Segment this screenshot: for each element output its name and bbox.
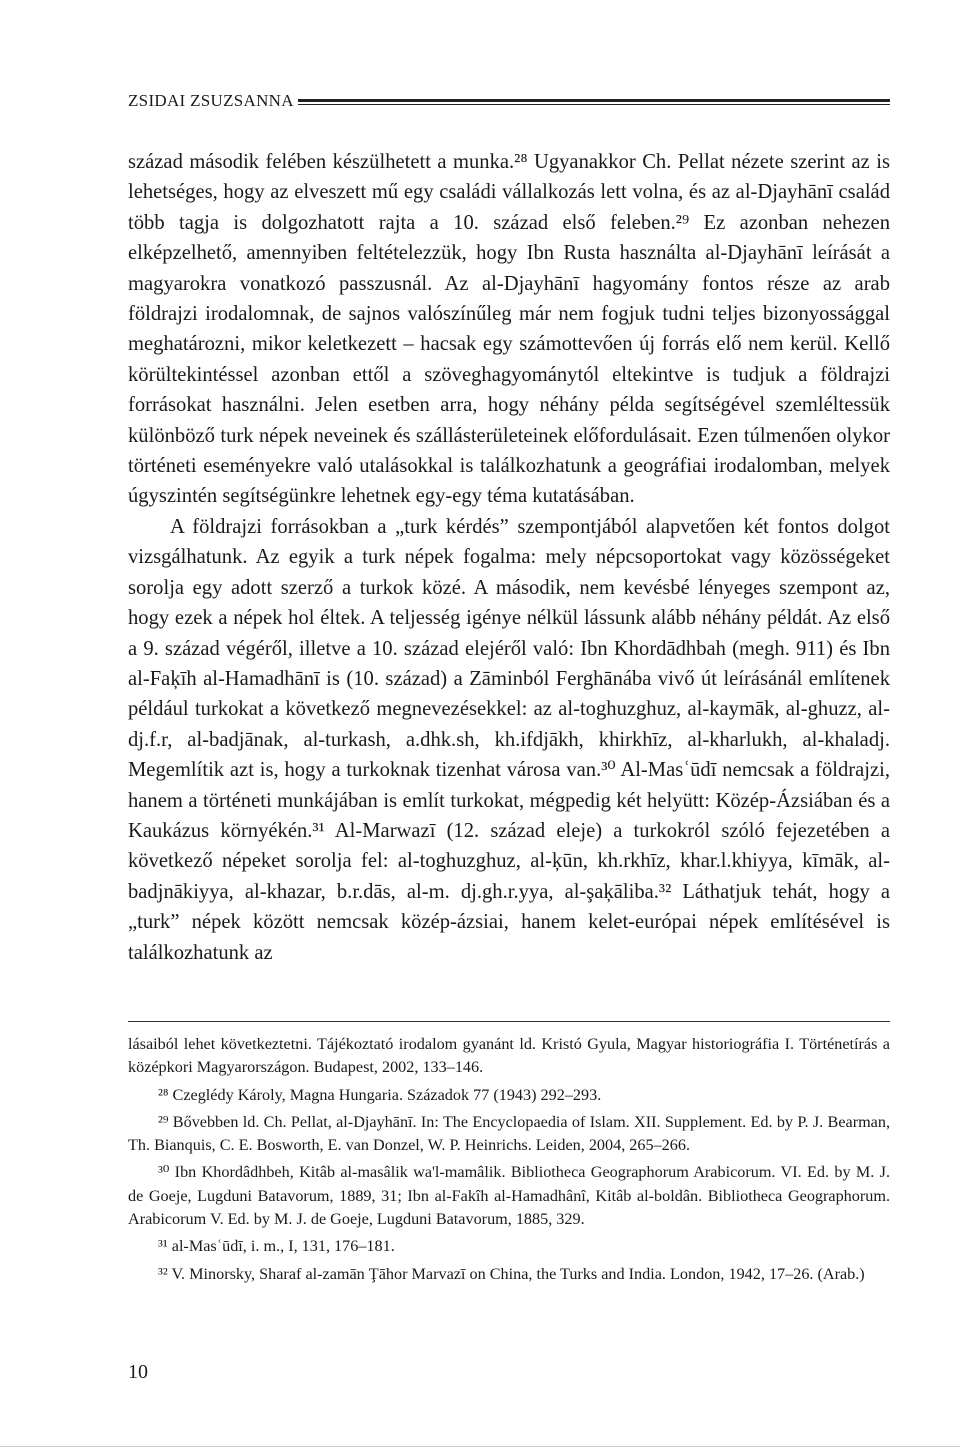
footnote-28: ²⁸ Czeglédy Károly, Magna Hungaria. Századok 77 (1943) 292–293. [158, 1085, 602, 1104]
body-paragraph: század második felében készülhetett a munka.²⁸ Ugyanakkor Ch. Pellat nézete szerint az is lehetséges, hogy az elveszett mű egy családi vállalkozás lett volna, és az al-Djayhānī család több tagja is dolgozhatott rajta a 10. század első feleben.²⁹ Ez azonban nehezen elképzelhető, amennyiben feltételezzük, hogy Ibn Rusta használta al-Djayhānī leírását a magyarokra vonatkozó passzusnál. Az al-Djayhānī hagyomány fontos része az arab földrajzi irodalomnak, de sajnos valószínűleg már nem fogjuk tudni teljes bizonyossággal meghatározni, mikor keletkezett – hacsak egy számottevően új forrás elő nem kerül. Kellő körültekintéssel azonban ettől a szöveghagyománytól eltekintve is tudjuk a földrajzi forrásokat használni. Jelen esetben arra, hogy néhány példa segítségével szemléltessük különböző turk népek neveinek és szállásterületeinek előfordulásait. Ezen túlmenően olykor történeti eseményekre való utalásokkal is találkozhatunk a geográfiai irodalomban, melyek úgyszintén segítségünkre lehetnek egy-egy téma kutatásában. [128, 151, 890, 508]
footnote-32: ³² V. Minorsky, Sharaf al-zamān Ţāhor Marvazī on China, the Turks and India. London, 1942, 17–26. (Arab.) [158, 1264, 865, 1283]
page-bottom-edge [0, 1446, 960, 1447]
footnote-29: ²⁹ Bővebben ld. Ch. Pellat, al-Djayhānī. In: The Encyclopaedia of Islam. XII. Supplement. Ed. by P. J. Bearman, Th. Bianquis, C. E. Bosworth, E. van Donzel, W. P. Heinrichs. Leiden, 2004, 265–266. [128, 1112, 890, 1155]
running-header [128, 87, 890, 109]
footnote-separator [128, 1021, 890, 1022]
page-number: 10 [128, 1361, 148, 1383]
header-double-rule [298, 99, 890, 105]
footnote-continuation: lásaiból lehet következtetni. Tájékoztató irodalom gyanánt ld. Kristó Gyula, Magyar historiográfia I. Történetírás a középkori Magyarországon. Budapest, 2002, 133–146. [128, 1035, 890, 1077]
main-text [128, 147, 890, 968]
footnote-31: ³¹ al-Masʿūdī, i. m., I, 131, 176–181. [158, 1237, 395, 1256]
body-paragraph: A földrajzi forrásokban a „turk kérdés” szempontjából alapvetően két fontos dolgot vizsgálhatunk. Az egyik a turk népek fogalma: mely népcsoportokat vagy közösségeket sorolja egy adott szerző a turkok közé. A második, nem kevésbé lényeges szempont az, hogy ezek a népek hol éltek. A teljesség igénye nélkül lássunk alább néhány példát. Az első a 9. század végéről, illetve a 10. század elejéről való: Ibn Khordādhbah (megh. 911) és Ibn al-Faķīh al-Hamadhānī is (10. század) a Zāminból Ferghānába vivő út leírásánál említenek például turkokat a következő megnevezésekkel: az al-toghuzghuz, al-kaymāk, al-ghuzz, al-dj.f.r, al-badjānak, al-turkash, a.dhk.sh, kh.ifdjākh, khirkhīz, al-kharlukh, al-khaladj. Megemlítik azt is, hogy a turkoknak tizenhat városa van.³⁰ Al-Masʿūdī nemcsak a földrajzi, hanem a történeti munkájában is említ turkokat, mégpedig két helyütt: Közép-Ázsiában és a Kaukázus környékén.³¹ Al-Marwazī (12. század eleje) a turkokról szóló fejezetében a következő népeket sorolja fel: al-toghuzghuz, al-ķūn, kh.rkhīz, khar.l.khiyya, kīmāk, al-badjnākiyya, al-khazar, b.r.dās, al-m. dj.gh.r.yya, al-şaķāliba.³² Láthatjuk tehát, hogy a „turk” népek között nemcsak közép-ázsiai, hanem kelet-európai népek említésével is találkozhatunk az [128, 515, 890, 964]
footnote-30: ³⁰ Ibn Khordâdhbeh, Kitâb al-masâlik wa'l-mamâlik. Bibliotheca Geographorum Arabicorum. VI. Ed. by M. J. de Goeje, Lugduni Batavorum, 1889, 31; Ibn al-Fakîh al-Hamadhânî, Kitâb al-boldân. Bibliotheca Geographorum. Arabicorum V. Ed. by M. J. de Goeje, Lugduni Batavorum, 1885, 329. [128, 1163, 890, 1229]
footnotes [128, 1033, 890, 1290]
running-head-author: ZSIDAI ZSUZSANNA [128, 91, 294, 110]
